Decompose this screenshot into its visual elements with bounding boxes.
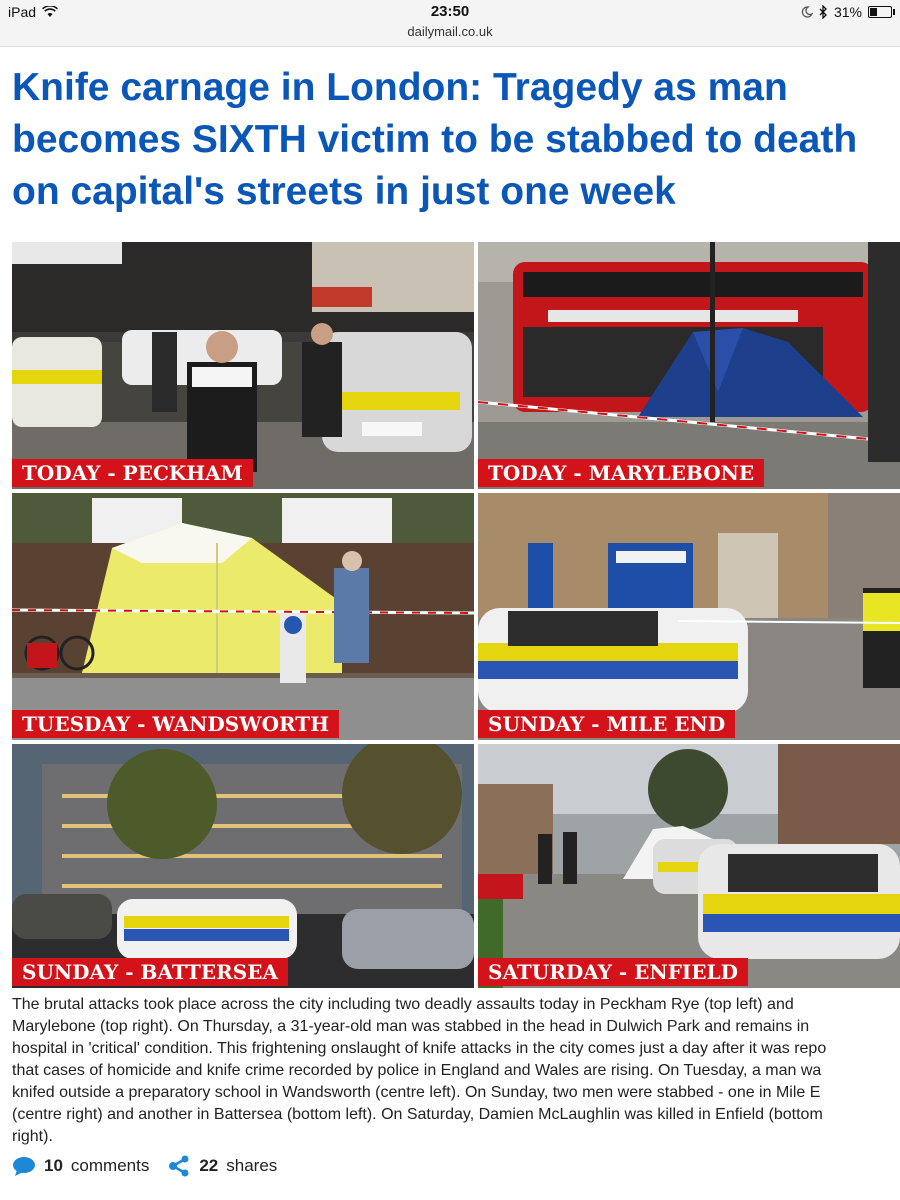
battery-level [870, 8, 877, 16]
photo-enfield[interactable] [478, 744, 900, 988]
moon-icon [801, 6, 813, 18]
description-line: right). [12, 1128, 53, 1145]
share-icon [167, 1155, 191, 1177]
wandsworth-scene [12, 493, 474, 740]
status-right [801, 4, 892, 20]
bluetooth-icon [819, 5, 828, 19]
peckham-scene [12, 242, 474, 489]
battery-icon [868, 6, 892, 18]
description-line: Marylebone (top right). On Thursday, a 31-year-old man was stabbed in the head in Dulwich Park and remains in [12, 1018, 810, 1035]
caption-peckham: TODAY - PECKHAM [12, 459, 253, 487]
status-bar [0, 0, 900, 47]
photo-description [12, 994, 900, 1148]
comments-count: 10 [44, 1156, 63, 1175]
photo-wandsworth[interactable] [12, 493, 474, 740]
marylebone-scene [478, 242, 900, 489]
battersea-scene [12, 744, 474, 988]
photo-mile-end[interactable] [478, 493, 900, 740]
photo-battersea[interactable] [12, 744, 474, 988]
address-bar-url[interactable]: dailymail.co.uk [407, 24, 493, 39]
article-headline: Knife carnage in London: Tragedy as man becomes SIXTH victim to be stabbed to death on capital's streets in just one week [12, 66, 858, 213]
photo-collage [12, 242, 900, 988]
photo-peckham[interactable] [12, 242, 474, 489]
device-name: iPad [8, 4, 37, 20]
caption-marylebone: TODAY - MARYLEBONE [478, 459, 764, 487]
comments-link[interactable] [12, 1156, 149, 1176]
caption-wandsworth: TUESDAY - WANDSWORTH [12, 710, 339, 738]
clock: 23:50 [430, 3, 470, 20]
description-line: (centre right) and another in Battersea (bottom left). On Saturday, Damien McLaughlin was killed in Enfield (bottom [12, 1106, 823, 1123]
caption-battersea: SUNDAY - BATTERSEA [12, 958, 288, 986]
caption-enfield: SATURDAY - ENFIELD [478, 958, 748, 986]
photo-marylebone[interactable] [478, 242, 900, 489]
description-line: The brutal attacks took place across the city including two deadly assaults today in Peckham Rye (top left) and [12, 996, 794, 1013]
mile-end-scene [478, 493, 900, 740]
shares-link[interactable] [167, 1155, 277, 1177]
description-line: knifed outside a preparatory school in Wandsworth (centre left). On Sunday, two men were stabbed - one in Mile E [12, 1084, 821, 1101]
caption-mile-end: SUNDAY - MILE END [478, 710, 735, 738]
shares-label: shares [226, 1156, 278, 1175]
enfield-scene [478, 744, 900, 988]
comment-bubble-icon [12, 1156, 36, 1176]
comments-label: comments [70, 1156, 150, 1175]
description-line: that cases of homicide and knife crime recorded by police in England and Wales are rising. On Tuesday, a man wa [12, 1062, 822, 1079]
battery-percent: 31% [833, 4, 862, 20]
description-line: hospital in 'critical' condition. This frightening onslaught of knife attacks in the city comes just a day after it was repo [12, 1040, 827, 1057]
shares-count: 22 [199, 1156, 219, 1175]
social-bar [12, 1155, 277, 1177]
